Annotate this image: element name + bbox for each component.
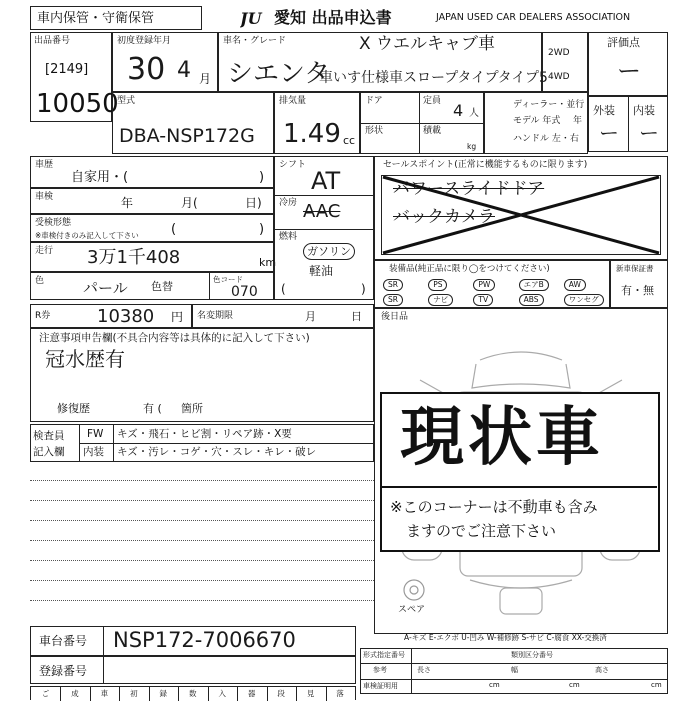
name-change-label: 名変期限 [197, 311, 234, 321]
recycle-label: R券 [35, 311, 51, 321]
form-check-height: 高さ [595, 666, 609, 674]
inspector-in-label: 内装 [83, 446, 104, 458]
ac-label: 冷房 [279, 198, 298, 208]
evaluation-detail-box [588, 96, 668, 152]
drive-2wd: 2WD [548, 48, 570, 58]
as-is-stamp [380, 392, 660, 552]
equipment-item: エアB [519, 279, 549, 291]
load-label: 積載 [423, 126, 442, 136]
as-is-title: 現状車 [400, 401, 604, 475]
first-reg-box [112, 32, 218, 92]
reception-box [30, 214, 274, 242]
handle-label: ハンドル 左・右 [513, 134, 579, 144]
drive-4wd: 4WD [548, 72, 570, 82]
load-unit: kg [467, 142, 477, 151]
notes-content: 冠水歴有 [45, 347, 125, 371]
form-check-cm-3: cm [651, 681, 662, 689]
as-is-note-2: ますのでご注意下さい [406, 522, 557, 540]
name-change-day: 日 [351, 310, 362, 323]
shaken-year-unit: 年 [121, 196, 134, 210]
warranty-value: 有・無 [621, 284, 654, 297]
registration-label: 登録番号 [39, 664, 88, 678]
footer-cell: 初 [130, 689, 138, 698]
footer-cell: 入 [218, 689, 226, 698]
interior-label: 内装 [633, 104, 655, 117]
inspector-label-1: 検査員 [33, 430, 65, 442]
color-value: パール [83, 279, 128, 297]
equipment-item: PS [428, 279, 447, 291]
shaken-label: 車検 [35, 192, 54, 202]
history-label: 車歴 [35, 160, 54, 170]
fuel-close: ) [361, 282, 366, 296]
capacity-label: 定員 [423, 96, 442, 106]
equipment-item: ナビ [428, 294, 453, 306]
model-type-box [112, 92, 274, 154]
form-check-cm-2: cm [569, 681, 580, 689]
storage-label-box [30, 6, 202, 30]
footer-cell: ご [41, 689, 50, 698]
form-check-label-2: 類別区分番号 [511, 651, 553, 659]
car-name-label: 車名・グレード [223, 36, 287, 46]
recycle-box [30, 304, 192, 328]
footer-cell: 落 [336, 689, 344, 698]
form-check-cert: 車検証明用 [363, 682, 398, 690]
dealer-label: ディーラー・並行 [513, 100, 585, 110]
color-code-label: 色コード [213, 275, 243, 284]
car-name-box [218, 32, 548, 92]
recycle-unit: 円 [171, 310, 184, 324]
equipment-item: TV [473, 294, 493, 306]
equipment-box [374, 260, 610, 308]
equipment-item: SR [383, 294, 403, 306]
cross-out-mark [381, 175, 661, 255]
equipment-item: SR [383, 279, 403, 291]
color-box [30, 272, 274, 300]
displacement-value: 1.49 [283, 119, 341, 149]
damage-legend: A-キズ E-エクボ U-凹み W-補修跡 S-サビ C-腐食 XX-交換済 [404, 633, 607, 642]
color-change-label: 色替 [151, 280, 173, 293]
warranty-box [610, 260, 668, 308]
displacement-box [274, 92, 360, 154]
car-grade-top: X ウエルキャブ車 [359, 34, 496, 54]
footer-cell: 見 [306, 689, 315, 698]
door-label: ドア [365, 96, 383, 106]
exterior-value: ー [599, 121, 619, 145]
warranty-label: 新車保証書 [616, 264, 654, 273]
form-check-ref: 参考 [373, 666, 387, 674]
lot-number: 10050 [36, 89, 119, 119]
mileage-unit: km [259, 256, 277, 269]
first-reg-year: 30 [127, 52, 166, 87]
notes-box [30, 328, 374, 422]
chassis-box [30, 626, 356, 656]
shape-label: 形状 [365, 126, 384, 136]
history-value: 自家用・( [71, 170, 129, 185]
inspector-in-items: キズ・汚レ・コゲ・穴・スレ・キレ・破レ [117, 446, 317, 458]
later-items-label: 後日品 [381, 312, 409, 322]
inspector-box [30, 424, 374, 462]
displacement-label: 排気量 [279, 96, 307, 106]
equipment-item: AW [564, 279, 586, 291]
drive-box [542, 32, 588, 92]
recycle-value: 10380 [97, 306, 155, 327]
association-name: JAPAN USED CAR DEALERS ASSOCIATION [436, 12, 631, 23]
exterior-label: 外装 [593, 104, 615, 117]
brand-title: 愛知 出品申込書 [274, 8, 392, 27]
shaken-box [30, 188, 274, 214]
color-label: 色 [35, 276, 45, 286]
model-type: DBA-NSP172G [119, 125, 255, 147]
name-change-month: 月 [305, 310, 316, 323]
footer-cell: 録 [159, 689, 168, 698]
as-is-note-1: ※このコーナーは不動車も含み [390, 498, 598, 516]
dealer-box [484, 92, 588, 154]
reception-close: ) [259, 222, 265, 237]
equipment-item: ワンセグ [564, 294, 604, 306]
evaluation-label: 評価点 [607, 36, 640, 49]
evaluation-score-box [588, 32, 668, 96]
chassis-value: NSP172-7006670 [113, 628, 296, 652]
reception-open: ( [171, 222, 177, 237]
first-reg-label: 初度登録年月 [117, 36, 172, 46]
notes-label: 注意事項申告欄(不具合内容等は具体的に記入して下さい) [39, 332, 310, 344]
sales-point-1: パワースライドドア [393, 179, 545, 199]
form-check-box [360, 648, 668, 694]
lot-code: [2149] [45, 62, 89, 77]
shaken-month-unit: 月( [181, 196, 198, 210]
storage-label: 車内保管・守衛保管 [37, 11, 155, 26]
footer-row [30, 686, 356, 700]
footer-cell: 器 [247, 689, 256, 698]
first-reg-month-unit: 月 [199, 72, 212, 86]
sales-point-2: バックカメラ [393, 207, 495, 227]
inspector-label-2: 記入欄 [33, 446, 65, 458]
mileage-box [30, 242, 277, 272]
brand-logo [240, 8, 270, 28]
spare-label: スペア [398, 605, 426, 615]
reception-note: ※車検付きのみ記入して下さい [35, 231, 139, 240]
ac-value: AAC [303, 201, 341, 222]
footer-cell: 段 [277, 689, 285, 698]
shift-box [274, 156, 374, 300]
shift-label: シフト [279, 160, 307, 170]
shaken-day-unit: 日) [245, 196, 262, 210]
mileage-label: 走行 [35, 246, 54, 256]
history-box [30, 156, 274, 188]
equipment-item: ABS [519, 294, 544, 306]
fuel-open: ( [281, 282, 286, 296]
registration-box [30, 656, 356, 684]
mileage-value: 3万1千408 [87, 247, 181, 268]
form-check-length: 長さ [417, 666, 431, 674]
equipment-label: 装備品(純正品に限り◯をつけてください) [389, 264, 550, 274]
door-capacity-box [360, 92, 484, 154]
footer-cell: 数 [189, 689, 197, 698]
model-year-unit: 年 [573, 116, 583, 126]
form-check-label-1: 形式指定番号 [363, 651, 405, 659]
interior-value: ー [639, 121, 659, 145]
inspector-fw-label: FW [87, 428, 104, 440]
model-year-label: モデル 年式 [513, 116, 561, 126]
capacity-unit: 人 [469, 108, 479, 119]
svg-text:JU: JU [240, 9, 262, 28]
color-code: 070 [231, 284, 258, 300]
form-check-cm-1: cm [489, 681, 500, 689]
footer-cell: 車 [100, 689, 109, 698]
chassis-label: 車台番号 [39, 634, 88, 648]
fuel-selected: ガソリン [303, 243, 355, 260]
repair-label: 修復歴 [57, 402, 90, 415]
reception-label: 受検形態 [35, 218, 72, 228]
sales-points-box [374, 156, 668, 260]
fuel-label: 燃料 [279, 232, 298, 242]
inspector-fw-items: キズ・飛石・ヒビ割・リペア跡・X要 [117, 428, 292, 440]
history-close: ) [259, 170, 265, 185]
car-name: シエンタ [227, 59, 330, 89]
repair-value: 有 ( [143, 402, 162, 415]
footer-cell: 成 [71, 689, 79, 698]
shift-value: AT [311, 167, 341, 195]
repair-place: 箇所 [181, 402, 203, 415]
displacement-unit: cc [343, 134, 356, 147]
form-check-width: 幅 [511, 666, 518, 674]
sales-points-label: セールスポイント(正常に機能するものに限ります) [383, 160, 588, 170]
first-reg-month: 4 [177, 58, 191, 83]
model-type-label: 型式 [117, 96, 136, 106]
fuel-other: 軽油 [309, 264, 334, 278]
equipment-item: PW [473, 279, 495, 291]
capacity-value: 4 [453, 101, 464, 120]
evaluation-score: ー [617, 57, 641, 85]
lot-label: 出品番号 [34, 36, 71, 46]
car-grade-detail: 車いす仕様車スロープタイプタイプ5 [319, 70, 548, 86]
spare-tire-icon [402, 578, 426, 602]
name-change-box [192, 304, 374, 328]
lot-number-box [30, 32, 119, 122]
